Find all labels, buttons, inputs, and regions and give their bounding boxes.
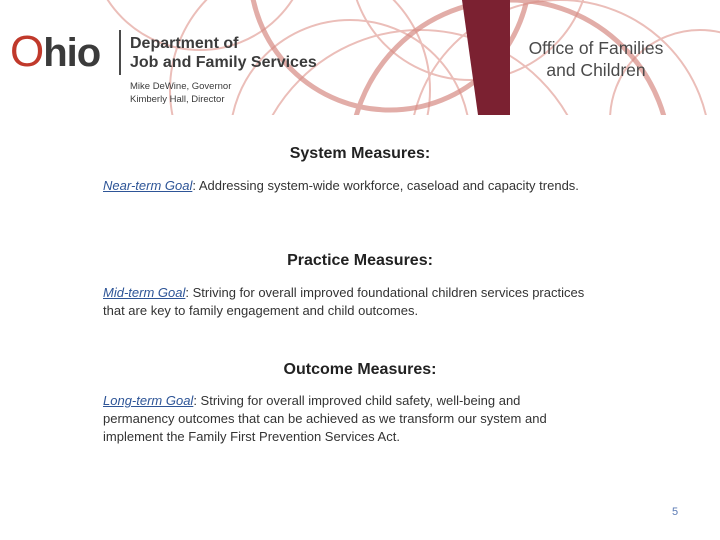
page-number: 5 xyxy=(671,506,679,518)
practice-measures-text xyxy=(103,284,593,320)
ohio-logo xyxy=(10,27,101,76)
department-name xyxy=(130,34,317,72)
system-measures-text xyxy=(103,177,593,195)
office-name xyxy=(506,37,686,81)
department-line-1: Department of xyxy=(130,35,239,52)
header-banner xyxy=(0,0,720,115)
system-measures-heading: System Measures: xyxy=(289,145,431,162)
outcome-measures-text xyxy=(103,392,593,446)
practice-measures-heading: Practice Measures: xyxy=(287,252,433,269)
governor-name: Mike DeWine, Governor xyxy=(130,81,232,92)
logo-divider xyxy=(119,30,121,75)
mid-term-goal-label: Mid-term Goal xyxy=(103,285,186,300)
director-name: Kimberly Hall, Director xyxy=(130,94,225,105)
ohio-logo-rest: hio xyxy=(43,31,101,75)
near-term-goal-label: Near-term Goal xyxy=(103,178,193,193)
office-line-2: and Children xyxy=(546,60,646,80)
near-term-goal-text: : Addressing system-wide workforce, caseload and capacity trends. xyxy=(192,178,579,193)
long-term-goal-label: Long-term Goal xyxy=(103,393,194,408)
office-line-1: Office of Families xyxy=(528,38,664,58)
outcome-measures-heading: Outcome Measures: xyxy=(283,361,437,378)
ohio-logo-o: O xyxy=(10,27,44,76)
leadership-names xyxy=(130,80,231,106)
mid-term-goal-text: : Striving for overall improved foundational children services practices that are key to family engagement and child outcomes. xyxy=(103,285,585,318)
department-line-2: Job and Family Services xyxy=(130,54,317,71)
long-term-goal-text: : Striving for overall improved child safety, well-being and permanency outcomes that can be achieved as we transform our system and implement the Family First Prevention Services Act. xyxy=(103,393,547,444)
